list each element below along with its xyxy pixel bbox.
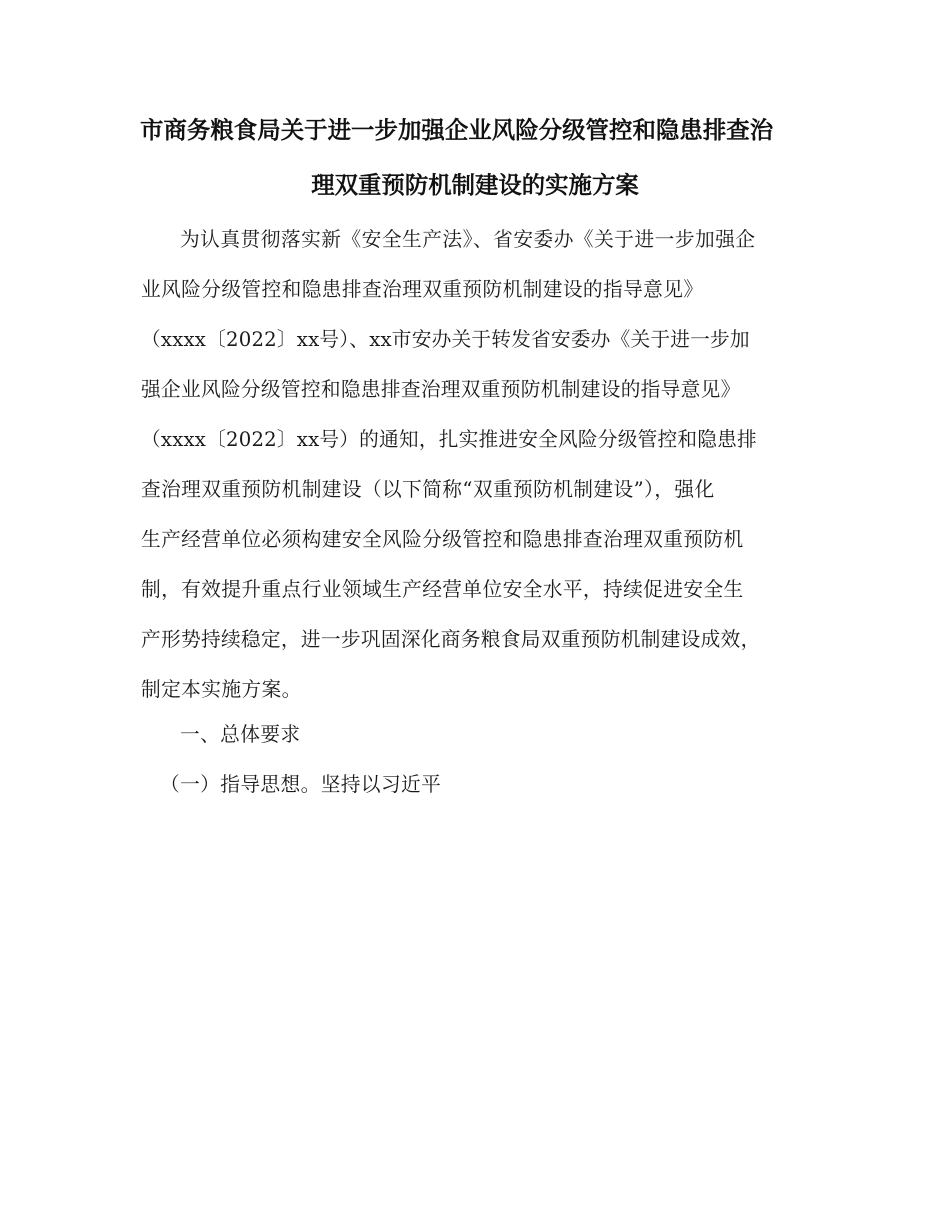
paragraph-line: 查治理双重预防机制建设（以下简称“双重预防机制建设”），强化 [141,478,715,501]
document-title-line-1: 市商务粮食局关于进一步加强企业风险分级管控和隐患排查治 [140,116,774,144]
document-title-line-2: 理双重预防机制建设的实施方案 [311,171,639,199]
paragraph-line: 生产经营单位必须构建安全风险分级管控和隐患排查治理双重预防机 [141,528,744,551]
paragraph-line: （xxxx〔2022〕xx号）的通知，扎实推进安全风险分级管控和隐患排 [141,428,757,451]
paragraph-line: 制定本实施方案。 [141,678,302,701]
subsection-heading: （一）指导思想。坚持以习近平 [160,773,442,796]
section-heading: 一、总体要求 [180,723,301,746]
paragraph-line: 强企业风险分级管控和隐患排查治理双重预防机制建设的指导意见》 [141,378,741,401]
paragraph-line: （xxxx〔2022〕xx号）、xx市安办关于转发省安委办《关于进一步加 [141,328,750,351]
paragraph-line: 制，有效提升重点行业领域生产经营单位安全水平，持续促进安全生 [141,578,744,601]
paragraph-line: 业风险分级管控和隐患排查治理双重预防机制建设的指导意见》 [141,278,704,301]
paragraph-line: 产形势持续稳定，进一步巩固深化商务粮食局双重预防机制建设成效， [141,628,761,651]
paragraph-line: 为认真贯彻落实新《安全生产法》、省安委办《关于进一步加强企 [180,228,756,251]
